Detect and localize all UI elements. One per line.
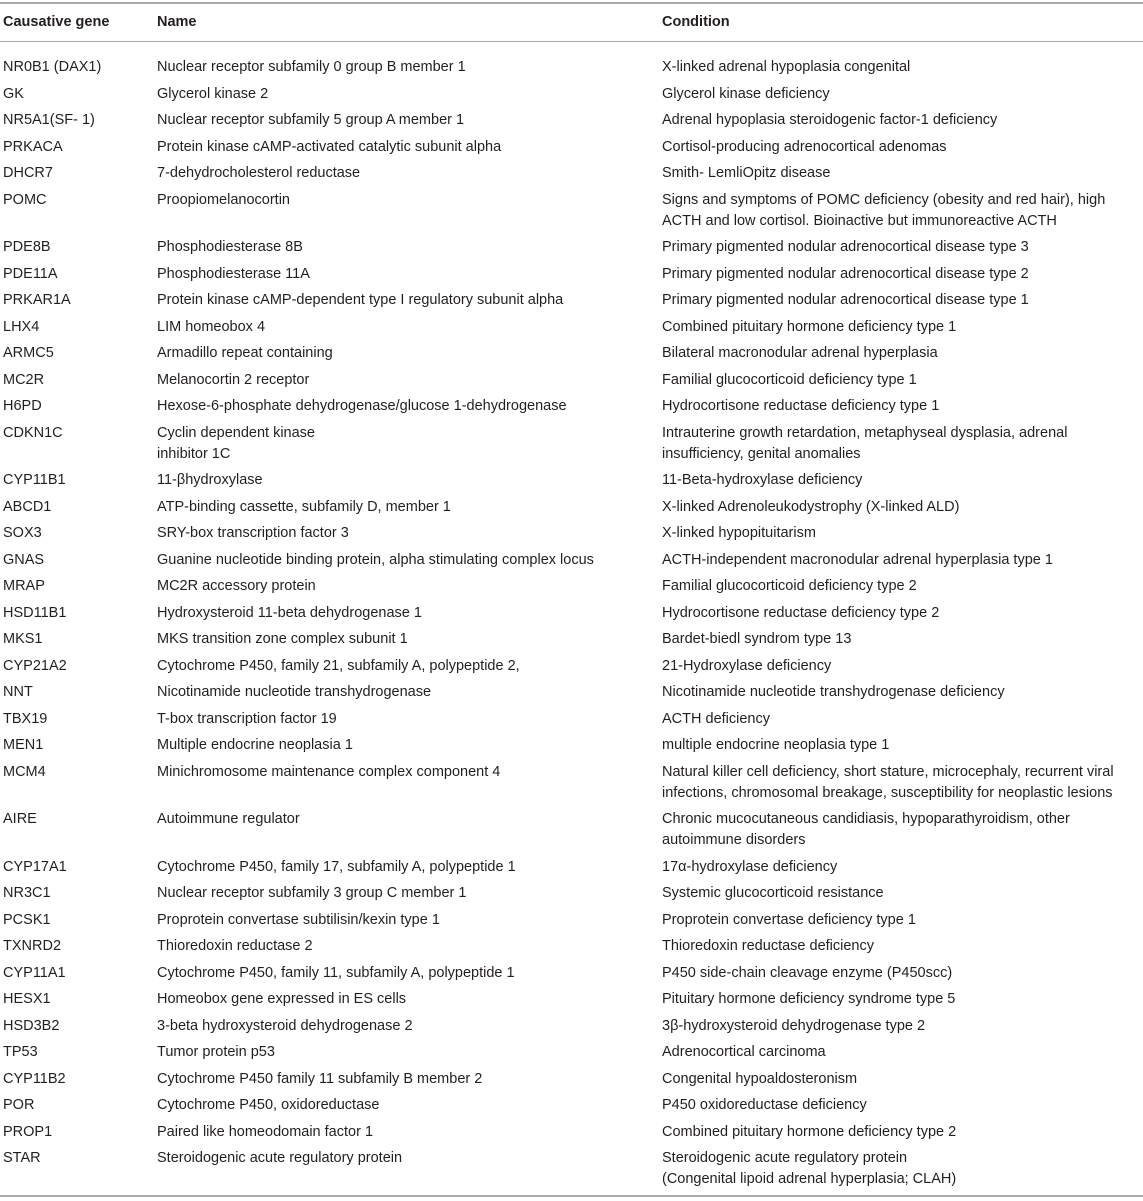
table-row xyxy=(0,626,1143,653)
gene-cell: CYP11B2 xyxy=(3,1070,66,1087)
name-cell: Homeobox gene expressed in ES cells xyxy=(157,991,407,1007)
table-row xyxy=(0,393,1143,420)
gene-cell: ABCD1 xyxy=(3,498,52,515)
name-cell: Protein kinase cAMP-activated catalytic subunit alpha xyxy=(157,138,502,155)
table-row xyxy=(0,986,1143,1013)
name-cell: Tumor protein p53 xyxy=(157,1044,275,1060)
table-row xyxy=(0,187,1143,235)
table-row xyxy=(0,107,1143,134)
gene-cell: CYP17A1 xyxy=(3,858,67,875)
condition-cell: Combined pituitary hormone deficiency type 2 xyxy=(662,1123,957,1140)
gene-cell: PCSK1 xyxy=(3,911,51,928)
table-row xyxy=(0,960,1143,987)
table-row xyxy=(0,880,1143,907)
table-row xyxy=(0,1066,1143,1093)
table-row xyxy=(0,41,1143,81)
table-row xyxy=(0,340,1143,367)
condition-cell: Signs and symptoms of POMC deficiency (obesity and red hair), high ACTH and low cortisol. Bioinactive but immunoreactive ACTH xyxy=(662,191,1106,229)
table-row xyxy=(0,261,1143,288)
gene-cell: MRAP xyxy=(3,578,45,594)
gene-cell: HSD3B2 xyxy=(3,1017,60,1034)
condition-cell: Primary pigmented nodular adrenocortical disease type 3 xyxy=(662,239,1029,255)
condition-cell: P450 side-chain cleavage enzyme (P450scc) xyxy=(662,964,953,981)
table-row xyxy=(0,234,1143,261)
name-cell: Cytochrome P450, family 17, subfamily A, polypeptide 1 xyxy=(157,858,516,875)
name-cell: Hexose-6-phosphate dehydrogenase/glucose 1-dehydrogenase xyxy=(157,398,567,414)
name-cell: Minichromosome maintenance complex component 4 xyxy=(157,763,501,780)
condition-cell: Congenital hypoaldosteronism xyxy=(662,1070,858,1087)
table-row xyxy=(0,573,1143,600)
name-cell: Nuclear receptor subfamily 5 group A member 1 xyxy=(157,112,465,128)
gene-cell: DHCR7 xyxy=(3,165,53,181)
table-row xyxy=(0,600,1143,627)
gene-cell: CDKN1C xyxy=(3,424,63,441)
gene-cell: PDE11A xyxy=(3,265,58,282)
table-row xyxy=(0,854,1143,881)
header-causative-gene: Causative gene xyxy=(3,14,110,30)
condition-cell: Combined pituitary hormone deficiency type 1 xyxy=(662,318,957,335)
name-cell: MC2R accessory protein xyxy=(157,578,316,594)
gene-cell: CYP21A2 xyxy=(3,657,67,674)
table-row xyxy=(0,907,1143,934)
gene-cell: POR xyxy=(3,1097,35,1113)
condition-cell: ACTH deficiency xyxy=(662,710,770,727)
table-row xyxy=(0,1119,1143,1146)
table-bottom-rule xyxy=(0,1195,1143,1197)
table-row xyxy=(0,679,1143,706)
condition-cell: X-linked Adrenoleukodystrophy (X-linked ALD) xyxy=(662,498,960,515)
gene-cell: CYP11A1 xyxy=(3,964,66,981)
condition-cell: Intrauterine growth retardation, metaphyseal dysplasia, adrenal insufficiency, genital anomalies xyxy=(662,424,1068,462)
name-cell: Nuclear receptor subfamily 3 group C member 1 xyxy=(157,885,467,901)
table-row xyxy=(0,134,1143,161)
condition-cell: X-linked adrenal hypoplasia congenital xyxy=(662,59,911,75)
table-row xyxy=(0,653,1143,680)
header-row xyxy=(0,5,1143,41)
condition-cell: P450 oxidoreductase deficiency xyxy=(662,1097,867,1113)
name-cell: Proopiomelanocortin xyxy=(157,191,290,208)
gene-cell: PROP1 xyxy=(3,1123,53,1140)
gene-cell: AIRE xyxy=(3,811,37,827)
condition-cell: Systemic glucocorticoid resistance xyxy=(662,885,884,901)
condition-cell: X-linked hypopituitarism xyxy=(662,525,816,541)
condition-cell: 11-Beta-hydroxylase deficiency xyxy=(662,472,863,488)
condition-cell: multiple endocrine neoplasia type 1 xyxy=(662,737,890,753)
condition-cell: Familial glucocorticoid deficiency type 2 xyxy=(662,578,917,594)
table-row xyxy=(0,1039,1143,1066)
condition-cell: Primary pigmented nodular adrenocortical disease type 1 xyxy=(662,292,1029,308)
condition-cell: Pituitary hormone deficiency syndrome type 5 xyxy=(662,991,956,1007)
table-row xyxy=(0,547,1143,574)
condition-cell: Hydrocortisone reductase deficiency type 2 xyxy=(662,604,940,621)
condition-cell: Nicotinamide nucleotide transhydrogenase deficiency xyxy=(662,684,1005,700)
table-row xyxy=(0,520,1143,547)
gene-cell: MKS1 xyxy=(3,631,43,647)
gene-cell: NR3C1 xyxy=(3,885,51,901)
gene-cell: PRKACA xyxy=(3,138,63,155)
name-cell: Cytochrome P450, oxidoreductase xyxy=(157,1097,380,1113)
name-cell: MKS transition zone complex subunit 1 xyxy=(157,631,408,647)
condition-cell: Steroidogenic acute regulatory protein (Congenital lipoid adrenal hyperplasia; CLAH) xyxy=(662,1150,957,1187)
gene-cell: NR0B1 (DAX1) xyxy=(3,59,102,75)
table-row xyxy=(0,314,1143,341)
table-row xyxy=(0,759,1143,807)
table-row xyxy=(0,287,1143,314)
gene-cell: H6PD xyxy=(3,398,42,414)
gene-cell: HSD11B1 xyxy=(3,604,67,621)
condition-cell: Familial glucocorticoid deficiency type 1 xyxy=(662,371,917,388)
header-condition: Condition xyxy=(662,14,730,30)
gene-cell: PDE8B xyxy=(3,239,51,255)
name-cell: Melanocortin 2 receptor xyxy=(157,371,310,388)
gene-cell: HESX1 xyxy=(3,991,51,1007)
condition-cell: Bardet-biedl syndrom type 13 xyxy=(662,631,852,647)
name-cell: Cytochrome P450, family 11, subfamily A, polypeptide 1 xyxy=(157,964,515,981)
condition-cell: Adrenal hypoplasia steroidogenic factor-1 deficiency xyxy=(662,112,998,128)
gene-cell: MC2R xyxy=(3,371,45,388)
table-row xyxy=(0,706,1143,733)
gene-cell: MCM4 xyxy=(3,763,46,780)
condition-cell: Thioredoxin reductase deficiency xyxy=(662,938,874,954)
name-cell: Guanine nucleotide binding protein, alpha stimulating complex locus xyxy=(157,551,594,568)
name-cell: Protein kinase cAMP-dependent type I regulatory subunit alpha xyxy=(157,292,564,308)
condition-cell: Cortisol-producing adrenocortical adenomas xyxy=(662,138,947,155)
name-cell: Autoimmune regulator xyxy=(157,811,300,827)
gene-cell: GNAS xyxy=(3,551,45,568)
name-cell: 3-beta hydroxysteroid dehydrogenase 2 xyxy=(157,1017,413,1034)
condition-cell: 17α-hydroxylase deficiency xyxy=(662,858,838,875)
gene-cell: NNT xyxy=(3,684,33,700)
table-row xyxy=(0,160,1143,187)
name-cell: 7-dehydrocholesterol reductase xyxy=(157,165,361,181)
name-cell: LIM homeobox 4 xyxy=(157,318,266,335)
name-cell: Steroidogenic acute regulatory protein xyxy=(157,1150,403,1166)
table-row xyxy=(0,367,1143,394)
table-row xyxy=(0,494,1143,521)
condition-cell: 3β-hydroxysteroid dehydrogenase type 2 xyxy=(662,1017,926,1034)
name-cell: Cytochrome P450, family 21, subfamily A, polypeptide 2, xyxy=(157,657,520,674)
name-cell: Armadillo repeat containing xyxy=(157,345,333,361)
table-row xyxy=(0,806,1143,854)
table-header xyxy=(0,5,1143,41)
gene-cell: LHX4 xyxy=(3,318,40,335)
gene-condition-table xyxy=(0,5,1143,1193)
condition-cell: Glycerol kinase deficiency xyxy=(662,85,830,102)
name-cell: T-box transcription factor 19 xyxy=(157,710,337,727)
name-cell: Phosphodiesterase 11A xyxy=(157,265,310,282)
gene-cell: NR5A1(SF- 1) xyxy=(3,112,95,128)
name-cell: Cyclin dependent kinase inhibitor 1C xyxy=(157,424,315,462)
header-name: Name xyxy=(157,14,197,30)
table-row xyxy=(0,1092,1143,1119)
name-cell: Phosphodiesterase 8B xyxy=(157,239,303,255)
table-row xyxy=(0,1013,1143,1040)
name-cell: Nuclear receptor subfamily 0 group B member 1 xyxy=(157,59,466,75)
table-top-rule xyxy=(0,2,1143,4)
name-cell: 11-βhydroxylase xyxy=(157,472,263,488)
gene-cell: MEN1 xyxy=(3,737,44,753)
name-cell: Multiple endocrine neoplasia 1 xyxy=(157,737,353,753)
condition-cell: Hydrocortisone reductase deficiency type 1 xyxy=(662,398,940,414)
gene-cell: SOX3 xyxy=(3,525,42,541)
table-row xyxy=(0,1145,1143,1193)
name-cell: Cytochrome P450 family 11 subfamily B member 2 xyxy=(157,1070,483,1087)
name-cell: Paired like homeodomain factor 1 xyxy=(157,1123,374,1140)
gene-cell: ARMC5 xyxy=(3,345,54,361)
condition-cell: Chronic mucocutaneous candidiasis, hypoparathyroidism, other autoimmune disorders xyxy=(662,811,1070,848)
condition-cell: 21-Hydroxylase deficiency xyxy=(662,657,832,674)
name-cell: SRY-box transcription factor 3 xyxy=(157,525,349,541)
gene-cell: TXNRD2 xyxy=(3,938,62,954)
table-row xyxy=(0,732,1143,759)
gene-cell: POMC xyxy=(3,191,47,208)
condition-cell: Smith- LemliOpitz disease xyxy=(662,165,831,181)
name-cell: Thioredoxin reductase 2 xyxy=(157,938,313,954)
name-cell: Glycerol kinase 2 xyxy=(157,85,269,102)
gene-cell: PRKAR1A xyxy=(3,292,71,308)
table-body xyxy=(0,41,1143,1193)
gene-cell: TBX19 xyxy=(3,710,48,727)
name-cell: Proprotein convertase subtilisin/kexin type 1 xyxy=(157,911,440,928)
name-cell: ATP-binding cassette, subfamily D, member 1 xyxy=(157,498,451,515)
condition-cell: ACTH-independent macronodular adrenal hyperplasia type 1 xyxy=(662,551,1053,568)
gene-cell: STAR xyxy=(3,1150,41,1166)
gene-cell: GK xyxy=(3,85,24,102)
gene-cell: CYP11B1 xyxy=(3,472,66,488)
condition-cell: Primary pigmented nodular adrenocortical disease type 2 xyxy=(662,265,1029,282)
table-row xyxy=(0,933,1143,960)
condition-cell: Bilateral macronodular adrenal hyperplasia xyxy=(662,345,938,361)
gene-cell: TP53 xyxy=(3,1044,38,1060)
table-row xyxy=(0,467,1143,494)
table-row xyxy=(0,81,1143,108)
condition-cell: Adrenocortical carcinoma xyxy=(662,1044,826,1060)
condition-cell: Natural killer cell deficiency, short stature, microcephaly, recurrent viral infections, chromosomal breakage, susceptibility for neoplastic lesions xyxy=(662,763,1114,801)
name-cell: Hydroxysteroid 11-beta dehydrogenase 1 xyxy=(157,604,422,621)
condition-cell: Proprotein convertase deficiency type 1 xyxy=(662,911,916,928)
table-row xyxy=(0,420,1143,468)
name-cell: Nicotinamide nucleotide transhydrogenase xyxy=(157,684,432,700)
